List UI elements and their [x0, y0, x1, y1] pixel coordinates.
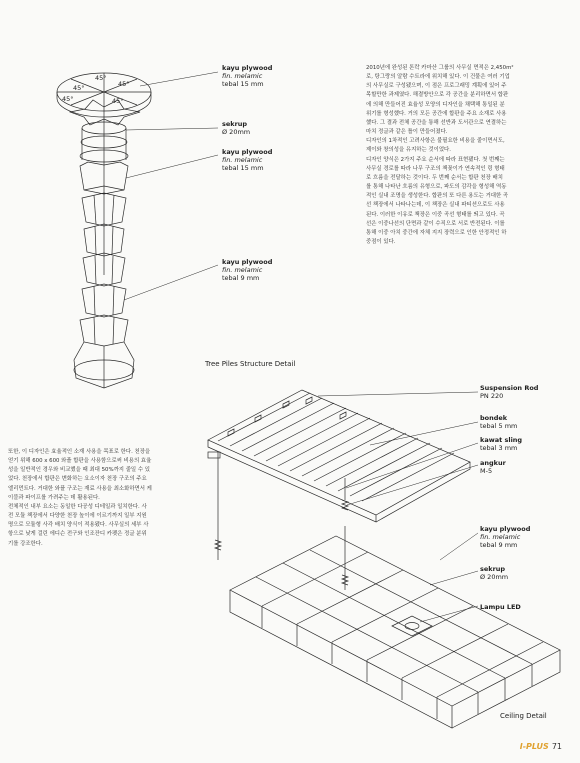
tree-label-sekrup: sekrup Ø 20mm [222, 120, 251, 136]
angle-label: 45° [62, 95, 74, 103]
angle-label: 45° [112, 97, 124, 105]
ceiling-label-sekrup: sekrup Ø 20mm [480, 565, 509, 581]
ceiling-caption: Ceiling Detail [500, 712, 547, 720]
tree-label-plywood-bottom: kayu plywood fin. melamic tebal 9 mm [222, 258, 273, 282]
tree-label-plywood-mid: kayu plywood fin. melamic tebal 15 mm [222, 148, 273, 172]
ceiling-label-bondek: bondek tebal 5 mm [480, 414, 518, 430]
page-number: 71 [551, 742, 562, 751]
tree-piles-caption: Tree Piles Structure Detail [205, 360, 296, 368]
korean-text-left: 또한, 이 디자인은 효율적인 소재 사용을 목표로 한다. 천장을 얻기 위해 600 x 600 와플 합판을 사용함으로써 비용의 효율 성을 일반적인 경우와 비교했을 때 최대 50%까지 줄일 수 있 었다. 천장에서 합판은 변화하는 요소이자 천장 구조의 주요 엘리먼트다. 거대한 와플 구조는 재료 사용을 최소화하면서 케 이블과 파이프를 가려주는 데 활용된다. 전체적인 내부 요소는 동일한 다공성 디테일과 일치한다. 사 전 모듈 책장에서 다양한 천장 높이에 이르기까지 일부 지원 명으로 모듈형 사각 배치 양식이 적용됐다. 사무실의 세부 사 항으로 낮게 걸린 에디슨 전구와 인조잔디 카펫은 정글 분위 기를 강조한다. [8, 449, 152, 547]
magazine-brand: I-PLUS [519, 742, 549, 751]
korean-text-right: 2010년에 완성된 톤락 카마산 그룹의 사무실 면적은 2,450m² 로, 탕그랑의 알람 수트라에 위치해 있다. 이 건물은 여러 기업 의 사무실로 구성됐으며, 이 점은 프로그래밍 계획에 있어 주 목할만한 과제였다. 해결방안으로 각 공간을 분리하면서 합판 에 의해 만들어진 효율성 모양의 디자인을 채택해 통일된 분 위기를 형성했다. 거의 모든 공간에 합판을 주요 소재로 사용 했다. 그 결과 전체 공간을 통해 선반과 도서관으로 연결하는 마치 정글과 같은 틀이 만들어졌다. 디자인의 1차적인 고려사항은 불필요한 비용을 줄이면서도, 제이와 창의성을 유지하는 것이었다. 디자인 양식은 2가지 주요 순서에 따라 표현됐다. 첫 번째는 사무실 경로를 따라 나무 구조의 책꽂이가 연속적인 링 형태 로 흐름을 전달하는 것이다. 두 번째 순서는 합판 천장 배치 를 통해 나타난 흐름의 유형으로, 파도의 감각을 형성해 역동 적인 실내 조명을 생성한다. 합판의 또 다른 용도는 거대한 곡 선 책장에서 나타나는데, 이 책장은 실내 파티션으로도 사용 된다. 이러한 이유로 책장은 이중 곡선 형태를 띄고 있다. 곡 선은 이중나선의 단면과 같이 수직으로 서로 반전된다. 이를 통해 이중 아치 중간에 자체 지지 장력으로 인한 안정적인 하 중점이 있다. [366, 65, 514, 245]
angle-label: 45° [95, 74, 107, 82]
ceiling-label-lampu-led: Lampu LED [480, 603, 521, 611]
tree-label-plywood-top: kayu plywood fin. melamic tebal 15 mm [222, 64, 273, 88]
ceiling-label-angkur: angkur M-5 [480, 459, 506, 475]
angle-label: 45° [73, 84, 85, 92]
ceiling-label-plywood: kayu plywood fin. melamic tebal 9 mm [480, 525, 531, 549]
page-footer [520, 742, 562, 751]
ceiling-label-kawat-sling: kawat sling tebal 3 mm [480, 436, 523, 452]
ceiling-label-suspension-rod: Suspension Rod PN 220 [480, 384, 539, 400]
tree-piles-drawing [57, 72, 218, 388]
angle-label: 45° [118, 80, 130, 88]
